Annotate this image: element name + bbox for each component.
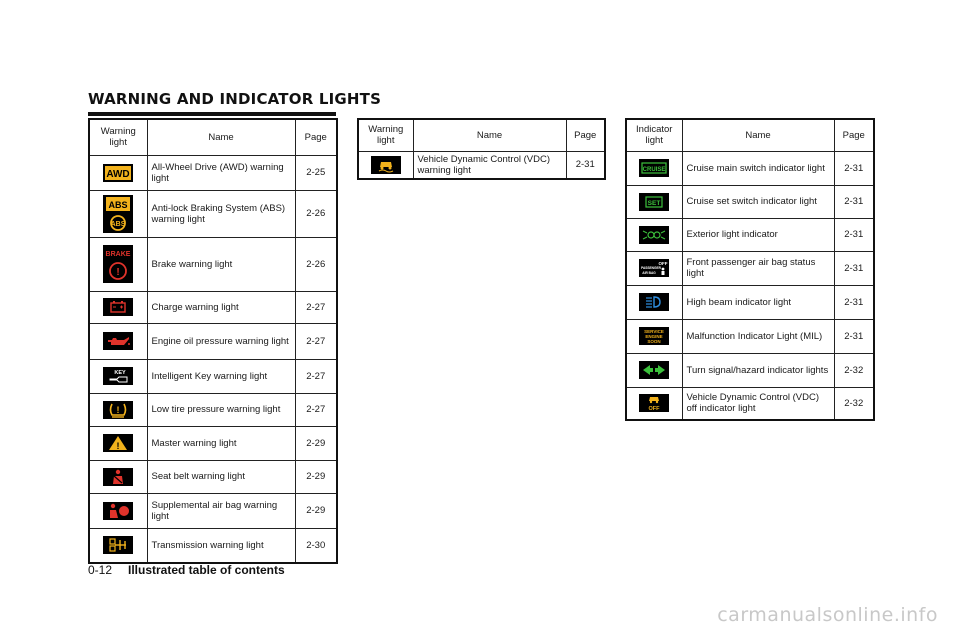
page-ref: 2-27 xyxy=(295,323,337,359)
page-ref: 2-26 xyxy=(295,237,337,291)
light-name: Exterior light indicator xyxy=(682,218,834,251)
page-ref: 2-31 xyxy=(834,151,874,185)
icon-text: ENGINE xyxy=(645,334,663,339)
light-name: Brake warning light xyxy=(147,237,295,291)
icon-text: ABS xyxy=(110,220,126,228)
page-ref: 2-27 xyxy=(295,393,337,426)
icon-text: OFF xyxy=(658,261,668,266)
warning-lights-table-left xyxy=(88,118,338,564)
table-row xyxy=(89,190,337,237)
indicator-lights-table xyxy=(625,118,875,421)
light-name: Supplemental air bag warning light xyxy=(147,493,295,528)
turn-signal-icon xyxy=(639,361,669,379)
header-page: Page xyxy=(834,119,874,151)
light-name: Engine oil pressure warning light xyxy=(147,323,295,359)
table-row xyxy=(89,359,337,393)
page-ref: 2-27 xyxy=(295,291,337,323)
section-title: WARNING AND INDICATOR LIGHTS xyxy=(88,90,382,108)
light-name: High beam indicator light xyxy=(682,285,834,319)
svg-text:!: ! xyxy=(116,404,120,415)
watermark: carmanualsonline.info xyxy=(717,604,938,626)
light-name: All-Wheel Drive (AWD) warning light xyxy=(147,155,295,190)
table-row xyxy=(626,353,874,387)
light-name: Transmission warning light xyxy=(147,528,295,563)
page-ref: 2-31 xyxy=(834,185,874,218)
service-engine-soon-icon xyxy=(639,327,669,345)
section-title-rule xyxy=(88,112,336,116)
page-ref: 2-27 xyxy=(295,359,337,393)
icon-text: CRUISE xyxy=(642,167,666,173)
table-row xyxy=(89,493,337,528)
icon-text: SET xyxy=(647,199,661,207)
abs-icon xyxy=(103,195,133,233)
table-row xyxy=(626,319,874,353)
light-name: Intelligent Key warning light xyxy=(147,359,295,393)
awd-icon xyxy=(103,164,133,182)
oil-can-icon xyxy=(103,332,133,350)
table-row xyxy=(626,387,874,420)
icon-text: SOON xyxy=(647,339,661,344)
table-row xyxy=(89,155,337,190)
light-name: Master warning light xyxy=(147,426,295,460)
page-ref: 2-31 xyxy=(834,319,874,353)
vdc-icon xyxy=(371,156,401,174)
page-ref: 2-31 xyxy=(834,251,874,285)
icon-text: BRAKE xyxy=(105,251,131,258)
icon-text: PASSENGER xyxy=(641,266,662,270)
icon-text: KEY xyxy=(114,370,126,376)
table-row xyxy=(89,460,337,493)
light-name: Malfunction Indicator Light (MIL) xyxy=(682,319,834,353)
air-bag-icon xyxy=(103,502,133,520)
footer-section-title: Illustrated table of contents xyxy=(128,563,285,577)
icon-text: AWD xyxy=(106,168,130,180)
light-name: Low tire pressure warning light xyxy=(147,393,295,426)
page-ref: 2-29 xyxy=(295,426,337,460)
page-ref: 2-25 xyxy=(295,155,337,190)
header-warning-light: Warning light xyxy=(89,119,147,155)
header-indicator-light: Indicator light xyxy=(626,119,682,151)
table-row xyxy=(89,528,337,563)
icon-text: OFF xyxy=(648,406,660,413)
light-name: Front passenger air bag status light xyxy=(682,251,834,285)
light-name: Charge warning light xyxy=(147,291,295,323)
tire-pressure-icon xyxy=(103,401,133,419)
exterior-light-icon xyxy=(639,226,669,244)
cruise-set-icon xyxy=(639,193,669,211)
key-icon xyxy=(103,367,133,385)
header-name: Name xyxy=(147,119,295,155)
table-row xyxy=(89,393,337,426)
warning-lights-table-middle xyxy=(357,118,606,180)
svg-text:!: ! xyxy=(116,441,120,451)
icon-text: SERVICE xyxy=(644,329,665,334)
table-row xyxy=(626,151,874,185)
header-name: Name xyxy=(682,119,834,151)
page-number: 0-12 xyxy=(88,563,113,577)
page-ref: 2-26 xyxy=(295,190,337,237)
page-ref: 2-30 xyxy=(295,528,337,563)
light-name: Seat belt warning light xyxy=(147,460,295,493)
passenger-airbag-status-icon xyxy=(639,259,669,277)
vdc-off-icon xyxy=(639,394,669,412)
page-ref: 2-31 xyxy=(834,285,874,319)
table-row xyxy=(89,426,337,460)
page-ref: 2-31 xyxy=(834,218,874,251)
icon-text: AIR BAG xyxy=(642,271,656,275)
light-name: Cruise main switch indicator light xyxy=(682,151,834,185)
light-name: Anti-lock Braking System (ABS) warning light xyxy=(147,190,295,237)
light-name: Vehicle Dynamic Control (VDC) warning light xyxy=(413,151,566,179)
table-row xyxy=(89,237,337,291)
cruise-main-icon xyxy=(639,159,669,177)
table-row xyxy=(626,285,874,319)
transmission-icon xyxy=(103,536,133,554)
brake-icon xyxy=(103,245,133,283)
page-ref: 2-31 xyxy=(566,151,605,179)
table-row xyxy=(89,323,337,359)
battery-icon xyxy=(103,298,133,316)
header-warning-light: Warning light xyxy=(358,119,413,151)
light-name: Vehicle Dynamic Control (VDC) off indicator light xyxy=(682,387,834,420)
page-ref: 2-29 xyxy=(295,493,337,528)
table-row xyxy=(626,185,874,218)
light-name: Cruise set switch indicator light xyxy=(682,185,834,218)
header-name: Name xyxy=(413,119,566,151)
page-ref: 2-29 xyxy=(295,460,337,493)
seat-belt-icon xyxy=(103,468,133,486)
table-row xyxy=(626,251,874,285)
master-warning-icon xyxy=(103,434,133,452)
svg-text:!: ! xyxy=(116,267,120,278)
table-row xyxy=(626,218,874,251)
table-row xyxy=(358,151,605,179)
icon-text: ABS xyxy=(108,199,128,210)
light-name: Turn signal/hazard indicator lights xyxy=(682,353,834,387)
page-ref: 2-32 xyxy=(834,387,874,420)
page-ref: 2-32 xyxy=(834,353,874,387)
table-row xyxy=(89,291,337,323)
header-page: Page xyxy=(566,119,605,151)
header-page: Page xyxy=(295,119,337,155)
high-beam-icon xyxy=(639,293,669,311)
